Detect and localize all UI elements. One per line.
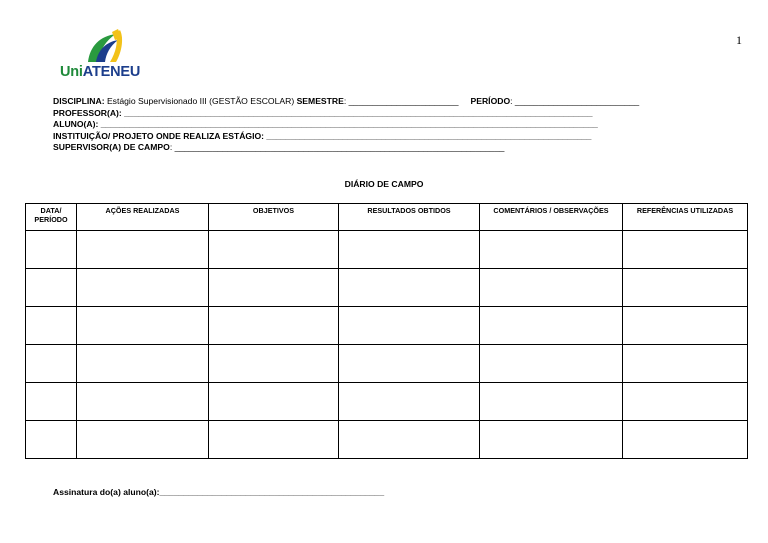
form-header [53,96,639,154]
semestre-field[interactable]: : _______________________ [343,96,459,106]
table-cell[interactable] [623,383,748,421]
page-number: 1 [736,33,742,47]
diary-title: DIÁRIO DE CAMPO [344,179,424,189]
table-cell[interactable] [77,269,209,307]
table-row [26,307,748,345]
table-cell[interactable] [209,269,339,307]
diary-table-body [26,231,748,459]
table-cell[interactable] [26,231,77,269]
disciplina-value: Estágio Supervisionado III (GESTÃO ESCOLAR) [106,96,295,106]
table-cell[interactable] [209,383,339,421]
table-row [26,345,748,383]
table-row [26,231,748,269]
header-objetivos: OBJETIVOS [209,204,339,231]
table-cell[interactable] [339,269,480,307]
professor-line [53,108,639,120]
signature-line [53,487,384,497]
aluno-label: ALUNO(A): [53,119,99,130]
table-cell[interactable] [480,345,623,383]
table-cell[interactable] [77,421,209,459]
table-cell[interactable] [480,231,623,269]
professor-field[interactable]: __________________________________________________________________________________________________ [121,107,593,118]
signature-label: Assinatura do(a) aluno(a): [53,487,160,497]
aluno-field[interactable]: ________________________________________________________________________________________________________ [98,119,598,130]
table-cell[interactable] [77,383,209,421]
table-row [26,383,748,421]
aluno-line [53,119,639,131]
table-cell[interactable] [209,421,339,459]
table-cell[interactable] [77,307,209,345]
disciplina-label: DISCIPLINA: [53,96,105,106]
header-acoes: AÇÕES REALIZADAS [77,204,209,231]
uniateneu-logo [60,28,160,84]
logo-wordmark [60,64,140,80]
table-row [26,421,748,459]
table-cell[interactable] [77,345,209,383]
logo-uni: Uni [60,64,83,80]
professor-label: PROFESSOR(A): [53,107,122,118]
table-cell[interactable] [209,231,339,269]
table-cell[interactable] [480,421,623,459]
header-comentarios: COMENTÁRIOS / OBSERVAÇÕES [480,204,623,231]
table-cell[interactable] [480,269,623,307]
table-cell[interactable] [26,345,77,383]
instituicao-label: INSTITUIÇÃO/ PROJETO ONDE REALIZA ESTÁGIO: [53,130,265,141]
instituicao-line [53,131,639,143]
table-row [26,269,748,307]
table-cell[interactable] [623,421,748,459]
instituicao-field[interactable]: ____________________________________________________________________ [264,130,592,141]
table-cell[interactable] [339,345,480,383]
table-cell[interactable] [77,231,209,269]
diary-table [25,203,748,459]
header-resultados: RESULTADOS OBTIDOS [339,204,480,231]
periodo-label: PERÍODO [470,96,511,106]
signature-field[interactable]: _______________________________________________ [159,487,385,497]
periodo-field[interactable]: : __________________________ [510,96,640,106]
table-cell[interactable] [480,307,623,345]
table-cell[interactable] [339,231,480,269]
supervisor-line [53,142,639,154]
supervisor-label: SUPERVISOR(A) DE CAMPO [53,142,170,153]
supervisor-field[interactable]: : _____________________________________________________________________ [169,142,505,153]
table-cell[interactable] [339,421,480,459]
table-cell[interactable] [623,307,748,345]
table-cell[interactable] [339,383,480,421]
table-cell[interactable] [623,231,748,269]
table-cell[interactable] [623,345,748,383]
semestre-label: SEMESTRE [296,96,344,106]
table-cell[interactable] [26,307,77,345]
disciplina-line [53,96,639,108]
table-cell[interactable] [480,383,623,421]
header-referencias: REFERÊNCIAS UTILIZADAS [623,204,748,231]
table-cell[interactable] [209,307,339,345]
logo-emblem-icon [82,28,134,64]
table-cell[interactable] [26,383,77,421]
table-cell[interactable] [339,307,480,345]
header-data-periodo: DATA/ PERÍODO [26,204,77,231]
table-cell[interactable] [623,269,748,307]
table-cell[interactable] [26,421,77,459]
logo-ateneu: ATENEU [82,64,141,80]
table-cell[interactable] [209,345,339,383]
table-cell[interactable] [26,269,77,307]
table-header-row [26,204,748,231]
